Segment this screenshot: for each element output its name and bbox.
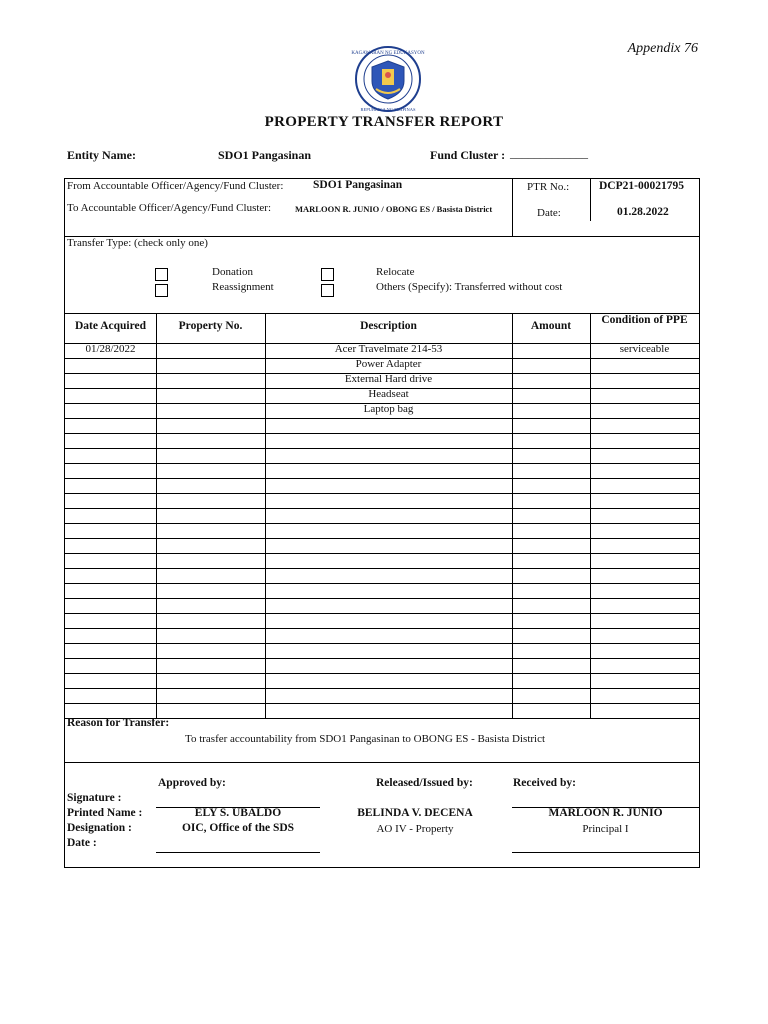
- seal-text-top: KAGAWARAN NG EDUKASYON: [351, 51, 425, 56]
- reason-text: To trasfer accountability from SDO1 Pangasinan to OBONG ES - Basista District: [185, 733, 546, 745]
- seal-text-bottom: REPUBLIKA NG PILIPINAS: [360, 107, 416, 112]
- table-gridline: [65, 658, 699, 659]
- table-gridline: [65, 493, 699, 494]
- approved-designation: OIC, Office of the SDS: [181, 822, 295, 834]
- table-gridline: [65, 583, 699, 584]
- table-gridline: [65, 613, 699, 614]
- designation-label: Designation :: [67, 822, 132, 834]
- header-property-no: Property No.: [178, 320, 243, 332]
- date-value: 01.28.2022: [617, 206, 669, 218]
- others-checkbox[interactable]: [321, 284, 334, 297]
- table-gridline: [65, 568, 699, 569]
- table-gridline: [65, 628, 699, 629]
- appendix-label: Appendix 76: [627, 41, 698, 56]
- table-gridline: [65, 688, 699, 689]
- others-label: Others (Specify): Transferred without cost: [376, 281, 563, 293]
- reason-label: Reason for Transfer:: [67, 717, 170, 729]
- table-gridline: [65, 523, 699, 524]
- fund-cluster-label: Fund Cluster :: [430, 148, 506, 162]
- table-gridline: [65, 598, 699, 599]
- header-condition: Condition of PPE: [601, 314, 688, 326]
- approved-by-label: Approved by:: [158, 777, 226, 789]
- released-designation: AO IV - Property: [376, 823, 454, 835]
- ptr-no-label: PTR No.:: [527, 181, 570, 193]
- table-gridline: [65, 433, 699, 434]
- table-gridline: [65, 538, 699, 539]
- table-gridline: [65, 673, 699, 674]
- cell-date: 01/28/2022: [85, 343, 136, 355]
- cell-description: Laptop bag: [363, 403, 414, 415]
- table-gridline: [65, 448, 699, 449]
- header-date-acquired: Date Acquired: [74, 320, 147, 332]
- table-gridline: [65, 508, 699, 509]
- cell-description: External Hard drive: [344, 373, 433, 385]
- table-gridline: [65, 418, 699, 419]
- approved-name: ELY S. UBALDO: [194, 807, 282, 819]
- relocate-checkbox[interactable]: [321, 268, 334, 281]
- from-officer-value: SDO1 Pangasinan: [313, 179, 403, 191]
- header-description: Description: [360, 320, 417, 332]
- date-label: Date:: [537, 207, 561, 219]
- table-gridline: [65, 703, 699, 704]
- report-title: PROPERTY TRANSFER REPORT: [264, 114, 504, 130]
- entity-name-value: SDO1 Pangasinan: [218, 148, 312, 162]
- to-officer-label: To Accountable Officer/Agency/Fund Cluster:: [67, 202, 272, 214]
- table-gridline: [65, 478, 699, 479]
- entity-name-label: Entity Name:: [67, 148, 136, 162]
- released-name: BELINDA V. DECENA: [357, 807, 473, 819]
- report-form: [64, 178, 700, 868]
- reassignment-checkbox[interactable]: [155, 284, 168, 297]
- cell-description: Acer Travelmate 214-53: [334, 343, 443, 355]
- table-gridline: [65, 553, 699, 554]
- to-officer-value: MARLOON R. JUNIO / OBONG ES / Basista District: [295, 204, 493, 214]
- fund-cluster-value: _____________: [510, 146, 588, 160]
- date-sign-label: Date :: [67, 837, 97, 849]
- from-officer-label: From Accountable Officer/Agency/Fund Cluster:: [67, 180, 284, 192]
- header-amount: Amount: [530, 320, 572, 332]
- reassignment-label: Reassignment: [212, 281, 274, 293]
- table-gridline: [65, 463, 699, 464]
- received-designation: Principal I: [582, 823, 629, 835]
- signature-label: Signature :: [67, 792, 122, 804]
- donation-label: Donation: [212, 266, 253, 278]
- transfer-type-label: Transfer Type: (check only one): [67, 237, 208, 249]
- released-by-label: Released/Issued by:: [376, 777, 473, 789]
- table-gridline: [65, 643, 699, 644]
- ptr-no-value: DCP21-00021795: [599, 180, 684, 192]
- donation-checkbox[interactable]: [155, 268, 168, 281]
- cell-description: Power Adapter: [355, 358, 422, 370]
- deped-seal-logo: [351, 45, 425, 113]
- cell-description: Headseat: [368, 388, 409, 400]
- printed-name-label: Printed Name :: [67, 807, 143, 819]
- received-by-label: Received by:: [513, 777, 576, 789]
- relocate-label: Relocate: [376, 266, 415, 278]
- cell-condition: serviceable: [619, 343, 670, 355]
- received-name: MARLOON R. JUNIO: [548, 807, 663, 819]
